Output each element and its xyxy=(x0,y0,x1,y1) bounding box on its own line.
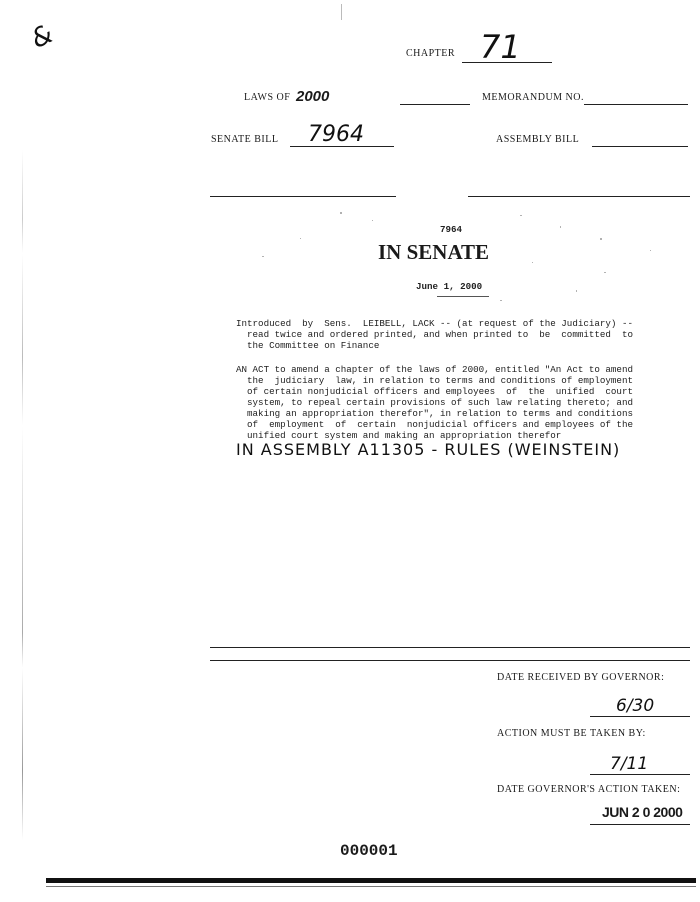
laws-of-label: LAWS OF xyxy=(244,92,291,103)
corner-handwritten-mark: & xyxy=(26,19,58,55)
page-number: 000001 xyxy=(340,842,398,860)
date-action-line xyxy=(590,824,690,825)
introduction-line: Introduced by Sens. LEIBELL, LACK -- (at request of the Judiciary) -- xyxy=(236,318,633,329)
act-line: system, to repeal certain provisions of such law relating thereto; and xyxy=(236,397,633,408)
assembly-bill-label: ASSEMBLY BILL xyxy=(496,134,580,145)
handwritten-assembly-note: IN ASSEMBLY A11305 - RULES (WEINSTEIN) xyxy=(236,440,621,459)
act-title-paragraph xyxy=(236,364,686,441)
assembly-bill-line xyxy=(592,146,688,147)
introduction-line: the Committee on Finance xyxy=(236,340,380,351)
date-action-stamp: JUN 2 0 2000 xyxy=(602,804,683,820)
action-must-line xyxy=(590,774,690,775)
act-line: of certain nonjudicial officers and employees of the unified court xyxy=(236,386,633,397)
top-tick-mark xyxy=(341,4,342,20)
date-action-label: DATE GOVERNOR'S ACTION TAKEN: xyxy=(497,784,681,795)
bill-date: June 1, 2000 xyxy=(416,281,483,292)
act-line: of employment of certain nonjudicial officers and employees of the xyxy=(236,419,633,430)
date-received-value: 6/30 xyxy=(616,696,655,716)
date-underline xyxy=(437,296,489,297)
senate-bill-label: SENATE BILL xyxy=(211,134,279,145)
rule-2 xyxy=(210,660,690,661)
house-title: IN SENATE xyxy=(378,240,490,264)
rule-1 xyxy=(210,647,690,648)
senate-bill-value: 7964 xyxy=(308,122,364,147)
action-must-label: ACTION MUST BE TAKEN BY: xyxy=(497,728,646,739)
introduction-line: read twice and ordered printed, and when printed to be committed to xyxy=(236,329,633,340)
chapter-value: 71 xyxy=(480,28,521,66)
memorandum-label: MEMORANDUM NO. xyxy=(482,92,585,103)
bill-number: 7964 xyxy=(440,224,463,235)
left-margin-scan-line xyxy=(22,150,23,840)
laws-of-value: 2000 xyxy=(296,88,330,105)
action-must-value: 7/11 xyxy=(610,754,649,774)
introduction-paragraph xyxy=(236,318,686,351)
memorandum-line xyxy=(584,104,688,105)
divider-left xyxy=(210,196,396,197)
act-line: making an appropriation therefor", in relation to terms and conditions xyxy=(236,408,633,419)
act-line: AN ACT to amend a chapter of the laws of 2000, entitled "An Act to amend xyxy=(236,364,633,375)
act-line: unified court system and making an appropriation therefor xyxy=(236,430,562,441)
bottom-scan-bar-thin xyxy=(46,886,696,887)
laws-of-line xyxy=(400,104,470,105)
date-received-label: DATE RECEIVED BY GOVERNOR: xyxy=(497,672,665,683)
act-line: the judiciary law, in relation to terms and conditions of employment xyxy=(236,375,633,386)
date-received-line xyxy=(590,716,690,717)
divider-right xyxy=(468,196,690,197)
bottom-scan-bar xyxy=(46,878,696,883)
chapter-label: CHAPTER xyxy=(406,48,456,59)
